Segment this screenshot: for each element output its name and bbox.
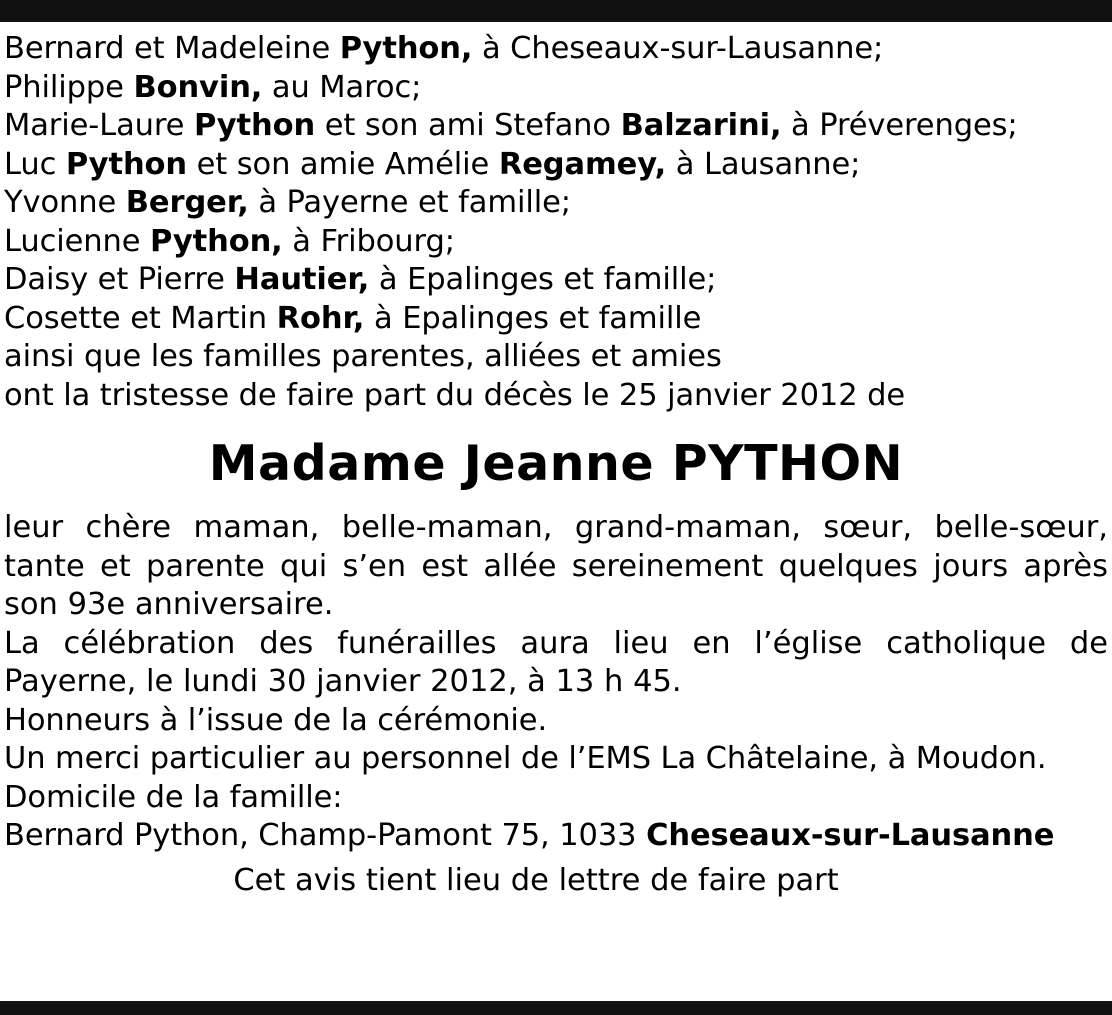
survivor-line [4, 107, 1108, 146]
address-text: Bernard Python, Champ-Pamont 75, 1033 [4, 818, 647, 853]
notice-body [0, 22, 1112, 1001]
address-label: Domicile de la famille: [4, 779, 343, 815]
survivor-line [4, 184, 1108, 223]
honours-line: Honneurs à l’issue de la cérémonie. [4, 702, 548, 738]
survivor-line [4, 69, 1108, 108]
closing-line: Cet avis tient lieu de lettre de faire part [233, 862, 839, 898]
relationship-paragraph: leur chère maman, belle-maman, grand-maman, sœur, belle-sœur, tante et parente qui s’en est allée sereinement quelques jours après son 93e anniversaire. [4, 510, 1108, 622]
survivor-suffix: à Cheseaux-sur-Lausanne; [472, 31, 884, 66]
survivor-suffix: à Lausanne; [666, 146, 861, 182]
survivor-middle: et son ami Stefano [315, 108, 621, 143]
survivor-surname: Berger, [125, 185, 249, 220]
survivor-suffix: à Payerne et famille; [248, 185, 571, 220]
announcement-line: ont la tristesse de faire part du décès le 25 janvier 2012 de [4, 377, 906, 413]
survivor-surname: Python, [339, 31, 473, 66]
families-line: ainsi que les familles parentes, alliées et amies [4, 339, 722, 374]
survivor-surname: Bonvin, [133, 69, 263, 105]
survivor-prefix: Philippe [4, 69, 134, 105]
survivor-prefix: Luc [4, 146, 66, 182]
survivor-surname: Rohr, [276, 300, 365, 336]
bottom-rule [0, 1001, 1112, 1015]
survivor-line [4, 30, 1108, 69]
thanks-line: Un merci particulier au personnel de l’EMS La Châtelaine, à Moudon. [4, 741, 1047, 776]
survivor-prefix: Marie-Laure [4, 108, 194, 143]
survivor-suffix: à Epalinges et famille [364, 300, 702, 336]
deceased-name: Madame Jeanne PYTHON [208, 435, 904, 492]
survivor-surname: Hautier, [234, 262, 370, 297]
survivor-surname-2: Regamey, [498, 146, 667, 182]
survivor-line [4, 300, 1108, 339]
address-city: Cheseaux-sur-Lausanne [646, 818, 1055, 853]
funeral-paragraph: La célébration des funérailles aura lieu en l’église catholique de Payerne, le lundi 30 janvier 2012, à 13 h 45. [4, 625, 1108, 699]
survivor-prefix: Lucienne [4, 223, 151, 259]
survivor-suffix: à Epalinges et famille; [369, 262, 717, 297]
survivor-prefix: Cosette et Martin [4, 300, 277, 336]
survivor-suffix: au Maroc; [262, 69, 422, 105]
survivor-prefix: Bernard et Madeleine [4, 31, 340, 66]
survivor-line [4, 223, 1108, 262]
survivor-line [4, 261, 1108, 300]
survivor-middle: et son amie Amélie [187, 146, 499, 182]
survivor-suffix: à Préverenges; [781, 108, 1018, 143]
survivor-prefix: Yvonne [4, 185, 126, 220]
survivor-surname: Python [65, 146, 188, 182]
survivor-suffix: à Fribourg; [282, 223, 455, 259]
survivor-surname: Python [193, 108, 316, 143]
top-rule [0, 0, 1112, 22]
address-line [4, 817, 1108, 856]
survivor-line [4, 146, 1108, 185]
survivor-prefix: Daisy et Pierre [4, 262, 235, 297]
survivor-surname-2: Balzarini, [620, 108, 782, 143]
survivor-surname: Python, [150, 223, 283, 259]
